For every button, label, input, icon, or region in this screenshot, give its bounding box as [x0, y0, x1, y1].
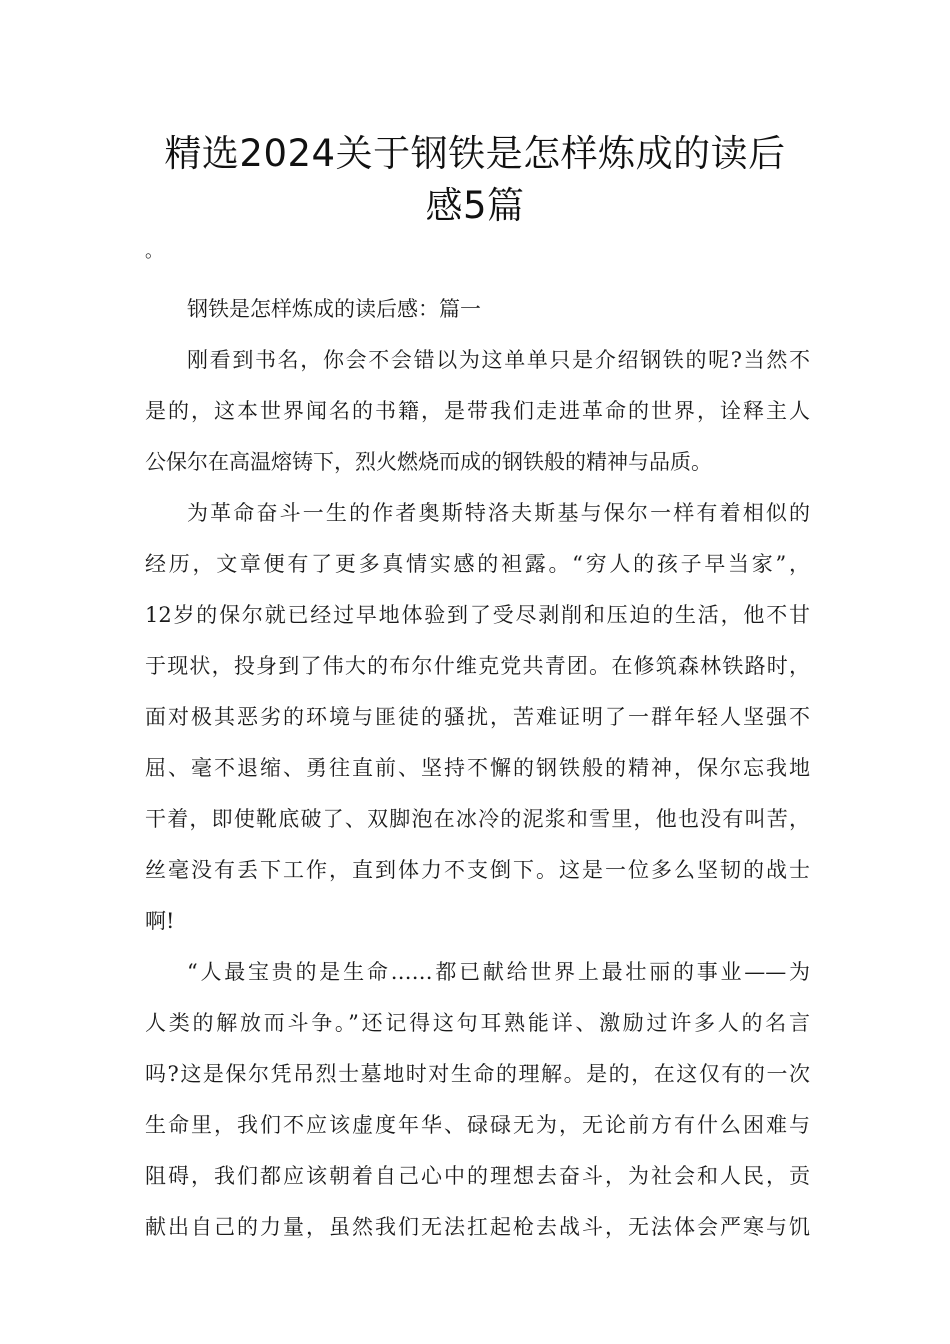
text-line: 钢铁是怎样炼成的读后感：篇一: [187, 297, 481, 321]
text-line: 生命里，我们不应该虚度年华、碌碌无为，无论前方有什么困难与: [145, 1113, 810, 1137]
text-line: 屈、毫不退缩、勇往直前、坚持不懈的钢铁般的精神，保尔忘我地: [145, 756, 810, 780]
document-title: [100, 128, 850, 232]
text-line: 丝毫没有丢下工作，直到体力不支倒下。这是一位多么坚韧的战士: [145, 858, 810, 882]
paragraph-2: [145, 488, 810, 947]
title-line-1: 精选2024关于钢铁是怎样炼成的读后: [164, 132, 786, 175]
section-heading: [145, 284, 810, 335]
text-line: 干着，即使靴底破了、双脚泡在冰冷的泥浆和雪里，他也没有叫苦，: [145, 807, 810, 831]
text-line: 阻碍，我们都应该朝着自己心中的理想去奋斗，为社会和人民，贡: [145, 1164, 810, 1188]
text-line: 刚看到书名，你会不会错以为这单单只是介绍钢铁的呢?当然不: [187, 348, 810, 372]
text-line: 啊!: [145, 909, 175, 933]
text-line: 经历，文章便有了更多真情实感的袒露。“穷人的孩子早当家”，: [145, 552, 810, 576]
paragraph-3: [145, 947, 810, 1253]
text-line: 12岁的保尔就已经过早地体验到了受尽剥削和压迫的生活，他不甘: [145, 603, 810, 627]
text-line: 公保尔在高温熔铸下，烈火燃烧而成的钢铁般的精神与品质。: [145, 450, 712, 474]
text-line: 面对极其恶劣的环境与匪徒的骚扰，苦难证明了一群年轻人坚强不: [145, 705, 810, 729]
paragraph-1: [145, 335, 810, 488]
text-line: 为革命奋斗一生的作者奥斯特洛夫斯基与保尔一样有着相似的: [187, 501, 810, 525]
text-line: 人类的解放而斗争。”还记得这句耳熟能详、激励过许多人的名言: [145, 1011, 810, 1035]
text-line: 于现状，投身到了伟大的布尔什维克党共青团。在修筑森林铁路时，: [145, 654, 810, 678]
text-line: 献出自己的力量，虽然我们无法扛起枪去战斗，无法体会严寒与饥: [145, 1215, 810, 1239]
text-line: 吗?这是保尔凭吊烈士墓地时对生命的理解。是的，在这仅有的一次: [145, 1062, 810, 1086]
title-line-2: 感5篇: [425, 184, 525, 227]
stray-punctuation: 。: [145, 241, 163, 262]
document-body: [145, 284, 810, 1253]
text-line: “人最宝贵的是生命……都已献给世界上最壮丽的事业——为: [187, 960, 810, 984]
text-line: 是的，这本世界闻名的书籍，是带我们走进革命的世界，诠释主人: [145, 399, 810, 423]
